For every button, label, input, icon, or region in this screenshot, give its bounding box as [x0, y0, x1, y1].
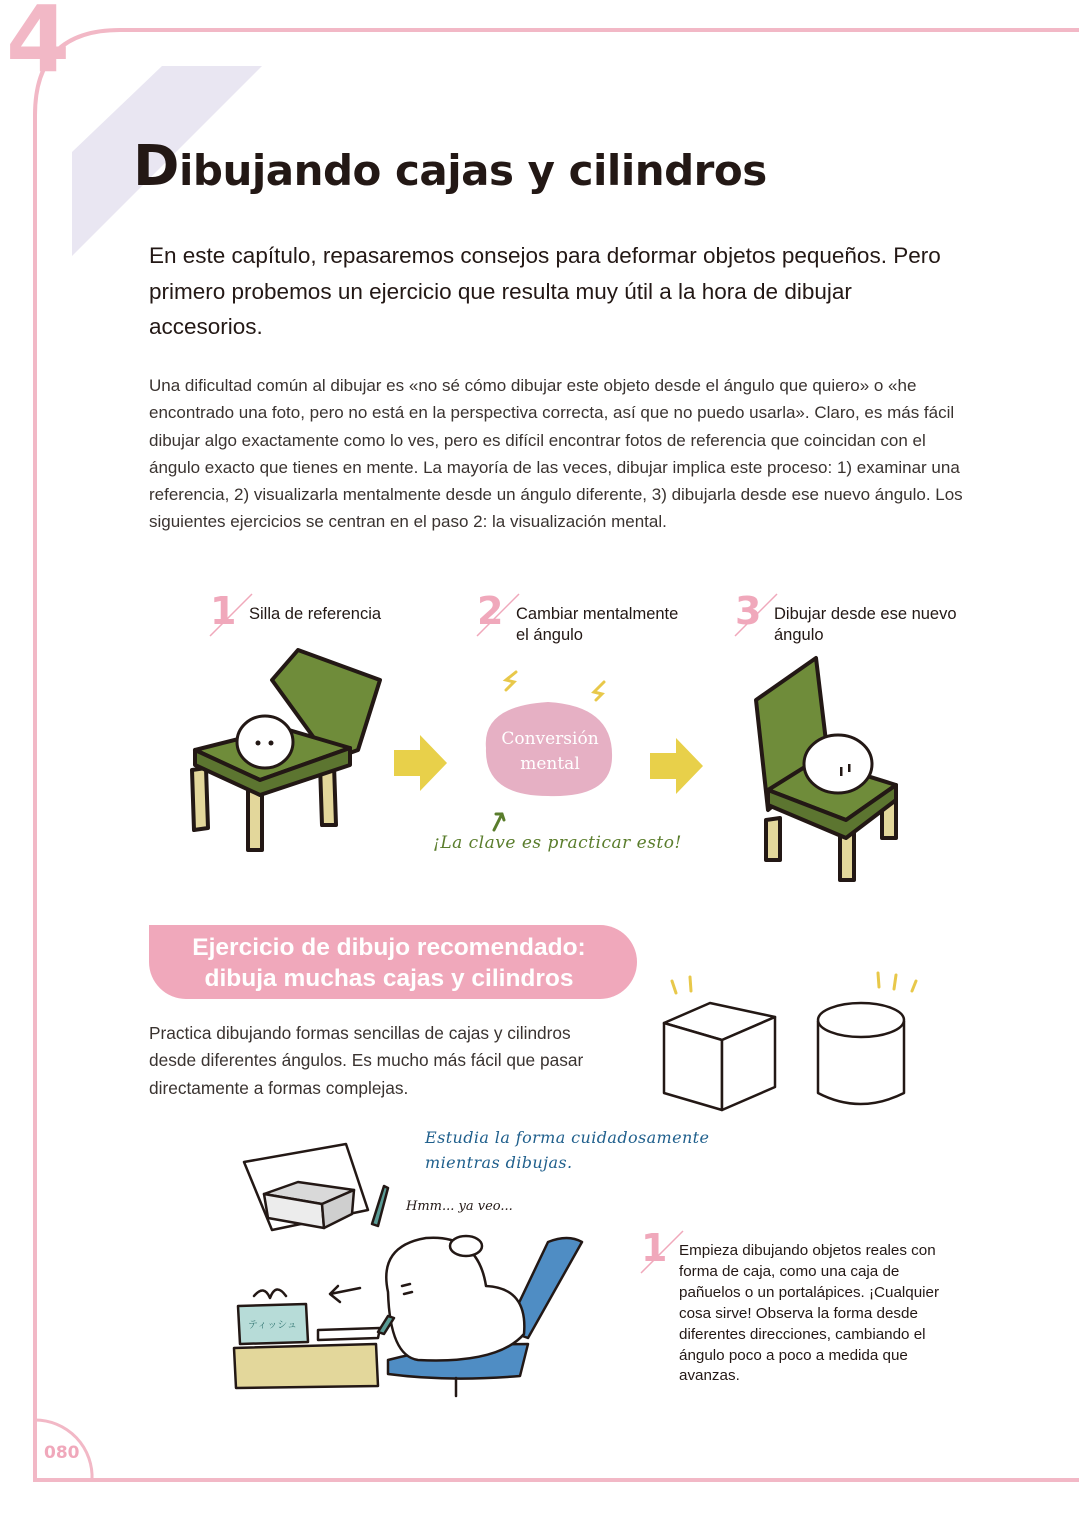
banner-line1: Ejercicio de dibujo recomendado:: [192, 934, 586, 961]
desk: [234, 1344, 378, 1388]
exercise-banner: [149, 925, 637, 999]
step-2-label-line1: Cambiar mentalmente: [516, 605, 679, 623]
step-3-label-line2: ángulo: [774, 626, 824, 644]
title-first-letter: D: [133, 134, 179, 199]
step-2-number: 2: [477, 589, 504, 633]
thought-text: [486, 727, 614, 777]
thought-line1: Conversión: [501, 729, 599, 749]
chapter-number: 4: [6, 0, 71, 93]
bunny-character: [386, 1238, 524, 1361]
rotated-chair-illustration: [748, 650, 913, 890]
reference-chair-illustration: [180, 640, 395, 870]
thought-line2: mental: [520, 754, 580, 774]
banner-line2: dibuja muchas cajas y cilindros: [204, 965, 574, 992]
page-number: 080: [44, 1443, 80, 1463]
intro-paragraph: En este capítulo, repasaremos consejos para deformar objetos pequeños. Pero primero probemos un ejercicio que resulta muy útil a la hora de dibujar accesorios.: [149, 243, 941, 339]
box-and-cylinder-illustration: [650, 965, 930, 1120]
study-note-line2: mientras dibujas.: [425, 1153, 573, 1172]
title-rest: ibujando cajas y cilindros: [178, 146, 767, 195]
tip-1-number: 1: [641, 1226, 668, 1270]
step-1-number: 1: [210, 589, 237, 633]
speech-text: Hmm... ya veo...: [406, 1199, 513, 1214]
spark-left-icon: [506, 672, 516, 690]
step-2-label-line2: el ángulo: [516, 626, 583, 644]
tip-paragraph: Empieza dibujando objetos reales con forma de caja, como una caja de pañuelos o un portalápices. ¡Cualquier cosa sirve! Observa la forma desde diferentes direcciones, cambiando el ángulo poco a poco a medida que avanzas.: [679, 1242, 940, 1385]
arrow-right-icon-2: [648, 735, 706, 797]
study-note-line1: Estudia la forma cuidadosamente: [425, 1128, 710, 1147]
step-1-label: Silla de referencia: [249, 605, 382, 623]
page-title: [133, 134, 767, 199]
tissue-box-label: ティッシュ: [248, 1320, 297, 1331]
body-paragraph: Una dificultad común al dibujar es «no sé cómo dibujar este objeto desde el ángulo que quiero» o «he encontrado una foto, pero no está en la perspectiva correcta, así que no puedo usarla». Claro, es más fácil dibujar algo exactamente como lo ves, pero es difícil encontrar fotos de referencia que coincidan con el ángulo exacto que tienes en mente. La mayoría de las veces, dibujar implica este proceso: 1) examinar una referencia, 2) visualizarla mentalmente desde un ángulo diferente, 3) dibujarla desde ese nuevo ángulo. Los siguientes ejercicios se centran en el paso 2: la visualización mental.: [149, 376, 963, 532]
step-3-label-line1: Dibujar desde ese nuevo: [774, 605, 957, 623]
pencil-icon: [372, 1186, 388, 1226]
practice-note: ¡La clave es practicar esto!: [433, 833, 682, 853]
arrow-right-icon: [392, 732, 450, 794]
step-3-number: 3: [735, 589, 762, 633]
drawing-scene-illustration: [228, 1138, 598, 1400]
exercise-paragraph: Practica dibujando formas sencillas de cajas y cilindros desde diferentes ángulos. Es mucho más fácil que pasar directamente a formas complejas.: [149, 1023, 584, 1098]
spark-right-icon: [594, 682, 604, 700]
arrow-up-icon: [488, 808, 512, 834]
